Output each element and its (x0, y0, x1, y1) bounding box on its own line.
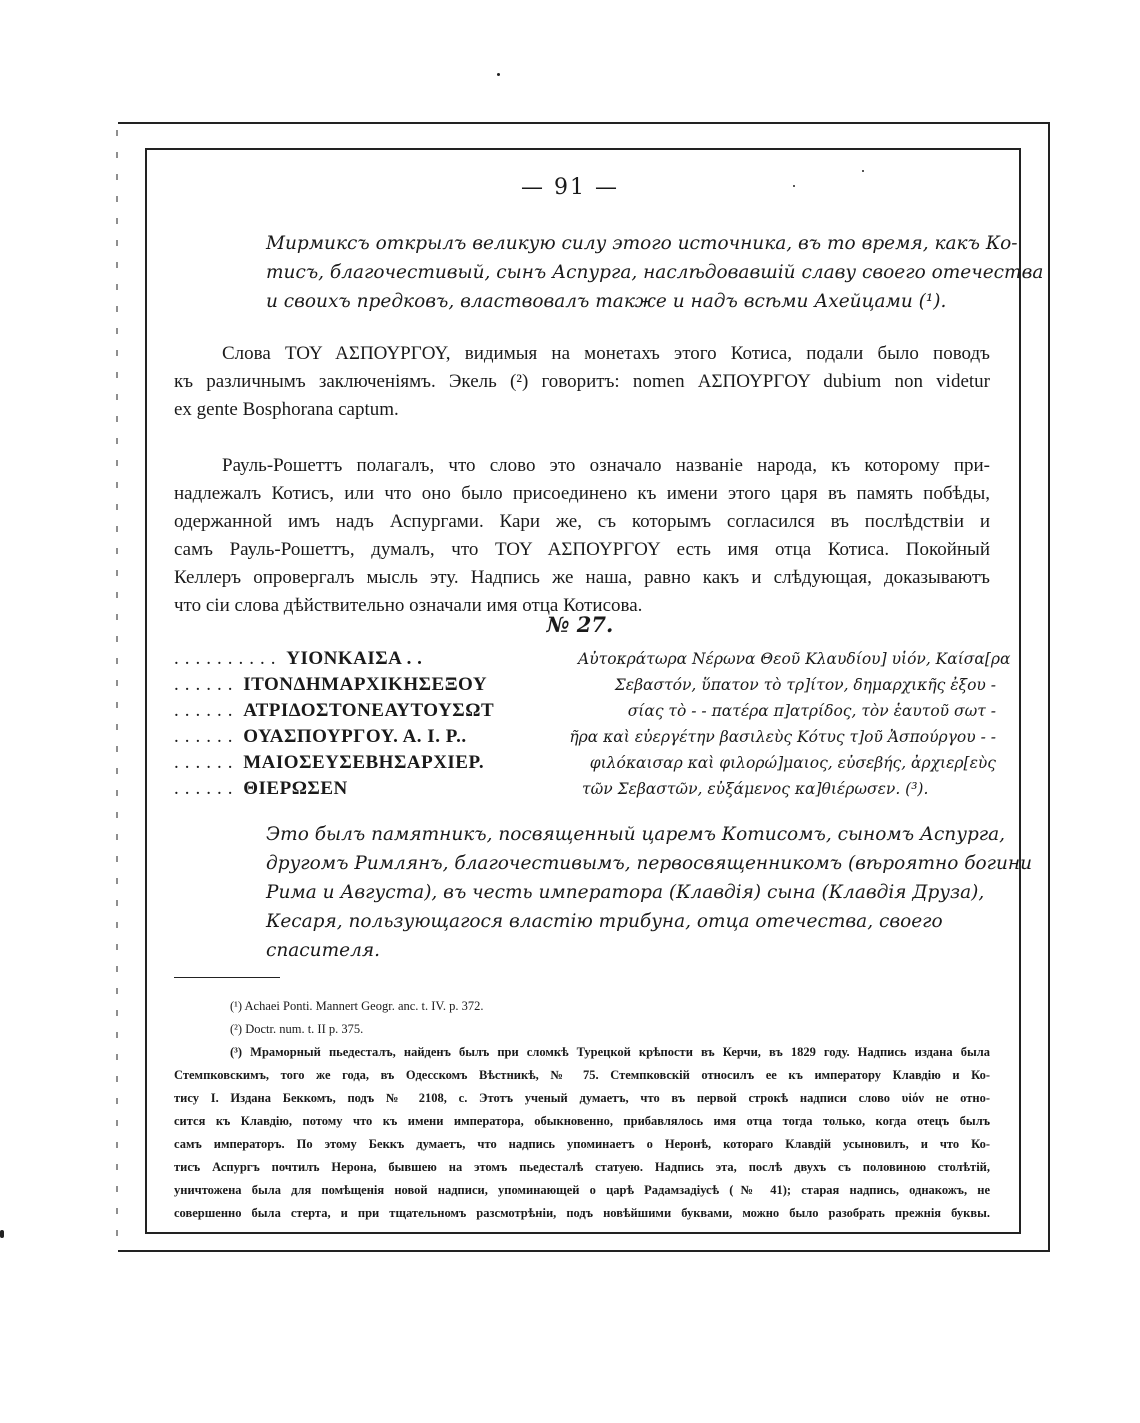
inscription-line (174, 750, 524, 776)
greek-letters: ΘΙΕΡΩΣΕΝ (243, 778, 348, 799)
text-line: надлежалъ Котисъ, или что оно было присоединено къ имени этого царя въ память побѣды, (174, 483, 990, 504)
text-line: Это былъ памятникъ, посвященный царемъ Котисомъ, сыномъ Аспурга, (266, 824, 1006, 845)
binding-margin-marks (116, 130, 118, 1240)
transcription-line: ῆρα καὶ εὐεργέτην βασιλεὺς Κότυς τ]οῦ Ἀσπούργου - - (569, 728, 996, 746)
scan-speck (497, 73, 500, 76)
text-line: и своихъ предковъ, властвовалъ также и надъ всѣми Ахейцами (¹). (266, 291, 947, 312)
transcription-line: σίας τὸ - - πατέρα π]ατρίδος, τὸν ἑαυτοῦ σωτ - (627, 702, 996, 720)
ellipsis-dots: ...... (174, 700, 239, 721)
text-line: Келлеръ опровергалъ мысль эту. Надпись же наша, равно какъ и слѣдующая, доказываютъ (174, 567, 990, 588)
ellipsis-dots: ...... (174, 778, 239, 799)
text-line: Рима и Августа), въ честь императора (Клавдія) сына (Клавдія Друза), (266, 882, 985, 903)
scan-speck (0, 1230, 4, 1238)
text-line: Мирмиксъ открылъ великую силу этого источника, въ то время, какъ Ко- (266, 233, 1018, 254)
footnote-3-line: (³) Мраморный пьедесталъ, найденъ былъ при сломкѣ Турецкой крѣпости въ Керчи, въ 1829 году. Надпись издана была (230, 1045, 990, 1059)
greek-letters: ΜΑΙΟΣΕΥΣΕΒΗΣΑΡΧΙΕΡ. (243, 752, 485, 773)
greek-letters: ΙΤΟΝΔΗΜΑΡΧΙΚΗΣΕΞΟΥ (243, 674, 488, 695)
inscription-line (174, 698, 524, 724)
footnote-1: (¹) Achaei Ponti. Mannert Geogr. anc. t. IV. p. 372. (230, 999, 484, 1013)
page-number: — 91 — (521, 175, 619, 200)
inscription-greek-text (174, 646, 524, 802)
text-line: къ различнымъ заключеніямъ. Экель (²) говоритъ: nomen ΑΣΠΟΥΡΓΟΥ dubium non videtur (174, 371, 990, 392)
transcription-line: Σεβαστόν, ὕπατον τὸ τρ]ίτον, δημαρχικῆς ἐξου - (614, 676, 996, 694)
scan-speck (862, 170, 864, 172)
text-line: самъ Рауль-Рошеттъ, думалъ, что ΤΟΥ ΑΣΠΟΥΡΓΟΥ есть имя отца Котиса. Покойный (174, 539, 990, 560)
body-paragraph-1 (174, 340, 990, 424)
footnote-3-line: тисъ Аспургъ почтилъ Нерона, бывшею на этомъ пьедесталѣ статуею. Надпись эта, послѣ двухъ съ половиною столѣтій, (174, 1160, 990, 1174)
footnote-3-line: уничтожена была для помѣщенія новой надписи, упоминающей о царѣ Радамзадіусѣ (№ 41); старая надпись, однакожъ, не (174, 1183, 990, 1197)
ellipsis-dots: ...... (174, 674, 239, 695)
text-line: ex gente Bosphorana captum. (174, 399, 399, 420)
ellipsis-dots: .......... (174, 648, 282, 669)
text-line: Кесаря, пользующагося властію трибуна, отца отечества, своего (266, 911, 943, 932)
text-line: Рауль-Рошеттъ полагалъ, что слово это означало названіе народа, къ которому при- (222, 455, 990, 476)
transcription-line: τῶν Σεβαστῶν, εὐξάμενος κα]θιέρωσεν. (³). (582, 780, 929, 798)
footnote-3-line: тису I. Издана Беккомъ, подъ № 2108, с. Этотъ ученый думаетъ, что въ первой строкѣ надписи слово υἱόν не отно- (174, 1091, 990, 1105)
footnote-3-line: Стемпковскимъ, того же года, въ Одесскомъ Вѣстникѣ, № 75. Стемпковскій относилъ ее къ императору Клавдію и Ко- (174, 1068, 990, 1082)
greek-letters: ΥΙΟΝΚΑΙΣΑ . . (286, 648, 423, 669)
text-line: что сіи слова дѣйствительно означали имя отца Котисова. (174, 595, 643, 616)
inscription-line (174, 646, 524, 672)
text-line: Слова ΤΟΥ ΑΣΠΟΥΡΓΟΥ, видимыя на монетахъ этого Котиса, подали было поводъ (222, 343, 990, 364)
inscription-line (174, 776, 524, 802)
text-line: спасителя. (266, 940, 380, 961)
ellipsis-dots: ...... (174, 752, 239, 773)
transcription-line: Αὐτοκράτωρα Νέρωνα Θεοῦ Κλαυδίου] υἱόν, Καίσα[ρα (578, 650, 1011, 668)
summary-italic-paragraph (266, 820, 1033, 965)
inscription-transcription (548, 646, 1011, 802)
text-line: другомъ Римлянъ, благочестивымъ, первосвященникомъ (вѣроятно богини (266, 853, 1033, 874)
greek-letters: ΑΤΡΙΔΟΣΤΟΝΕΑΥΤΟΥΣΩΤ (243, 700, 495, 721)
footnote-3-line: сится къ Клавдію, потому что къ имени императора, обыкновенно, прибавлялось имя отца тогда только, когда отецъ былъ (174, 1114, 990, 1128)
transcription-line: φιλόκαισαρ καὶ φιλορώ]μαιος, εὐσεβής, ἀρχιερ[εὺς (589, 754, 996, 772)
footnote-separator (174, 977, 280, 978)
text-line: одержанной имъ надъ Аспургами. Кари же, съ которымъ согласился въ послѣдствіи и (174, 511, 990, 532)
ellipsis-dots: ...... (174, 726, 239, 747)
intro-italic-paragraph (266, 229, 1044, 316)
body-paragraph-2 (174, 452, 990, 620)
inscription-line (174, 672, 524, 698)
footnotes (174, 995, 990, 1225)
inscription-line (174, 724, 524, 750)
footnote-3-line: совершенно была стерта, и при тщательномъ разсмотрѣніи, подъ новѣйшими буквами, можно было разобрать прежнія буквы. (174, 1206, 990, 1220)
footnote-3-line: самъ императоръ. По этому Беккъ думаетъ, что надпись упоминаетъ о Неронѣ, котораго Клавдій усыновилъ, и что Ко- (174, 1137, 990, 1151)
footnote-2: (²) Doctr. num. t. II p. 375. (230, 1022, 364, 1036)
text-line: тисъ, благочестивый, сынъ Аспурга, наслѣдовавшій славу своего отечества (266, 262, 1044, 283)
inscription-number-heading: № 27. (546, 612, 614, 637)
greek-letters: ΟΥΑΣΠΟΥΡΓΟΥ. Α. Ι. Ρ.. (243, 726, 467, 747)
